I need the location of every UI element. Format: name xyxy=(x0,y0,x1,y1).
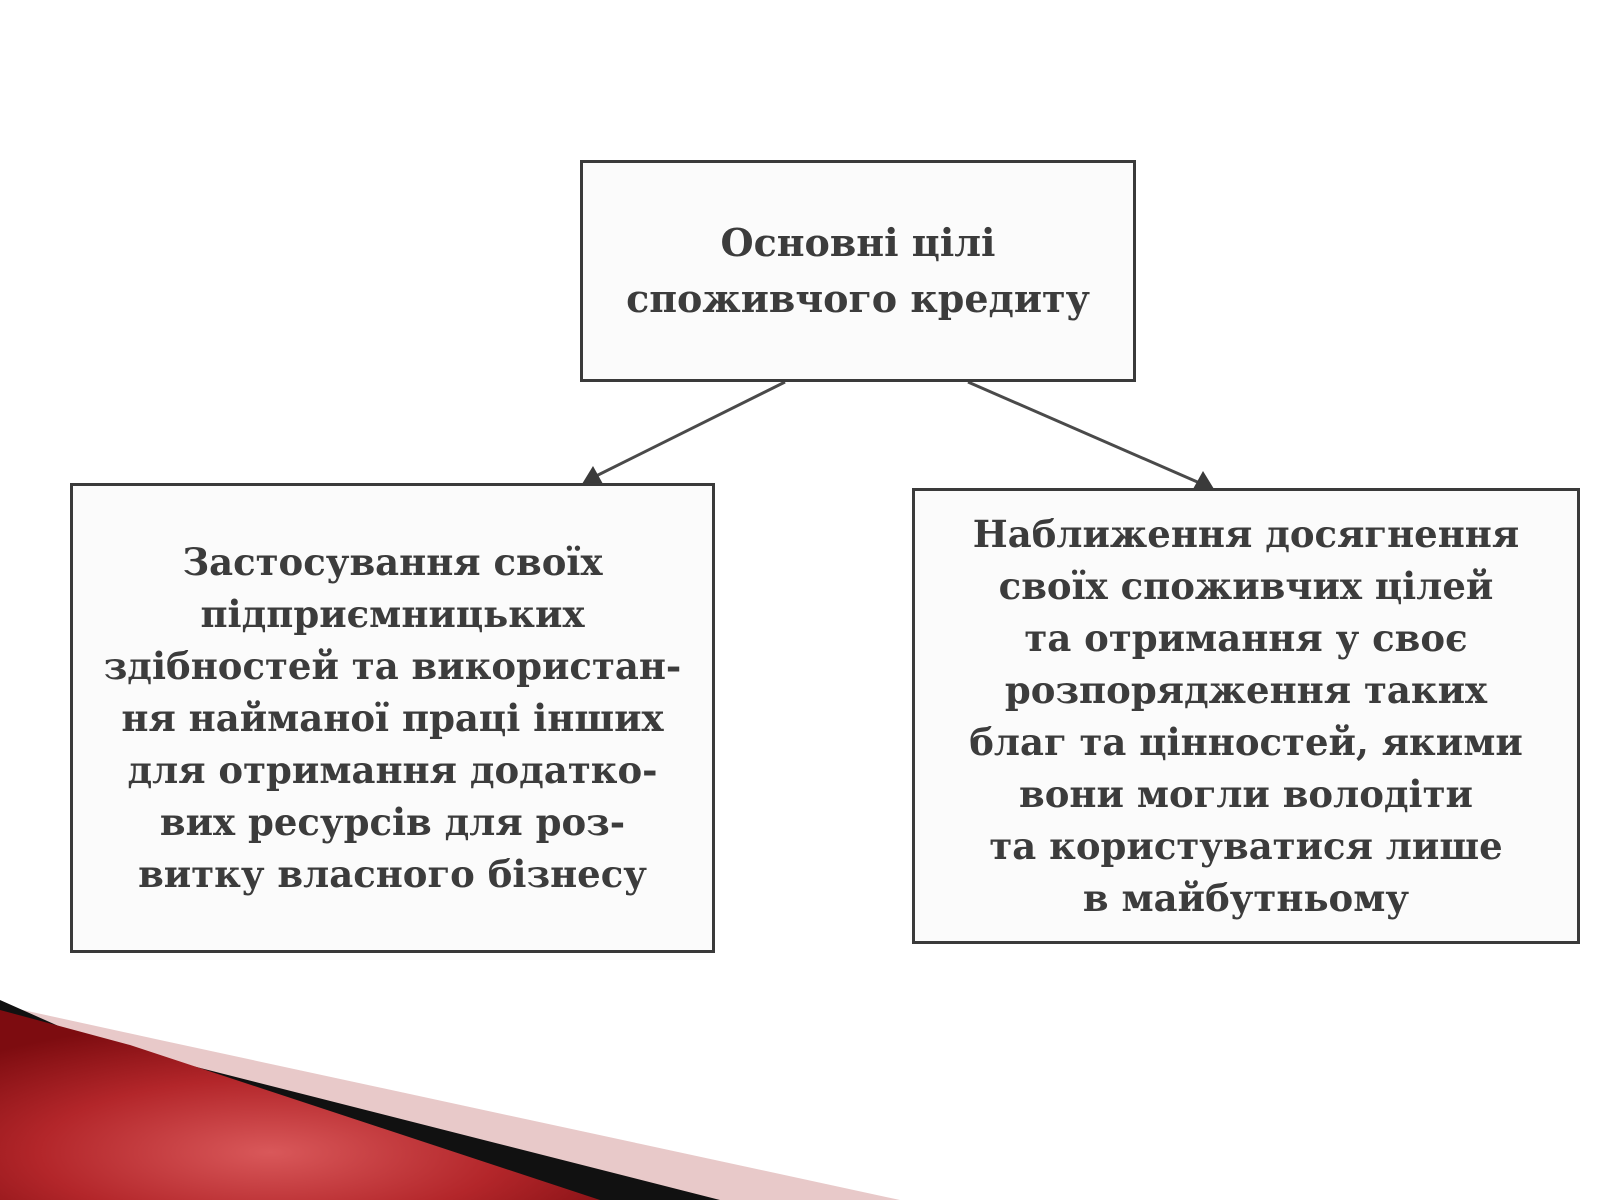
root-goal-text: Основні цілі споживчого кредиту xyxy=(626,220,1090,321)
decor-pink-band xyxy=(0,1005,900,1200)
root-goal-box xyxy=(580,160,1136,382)
connector-line-left xyxy=(588,382,785,480)
goal-box-business xyxy=(70,483,715,953)
decor-black-band xyxy=(0,1000,720,1200)
goal-text-consumer: Наближення досягнення своїх споживчих цілей та отримання у своє розпорядження таких благ та цінностей, якими вони могли володіти та користуватися лише в майбутньому xyxy=(969,512,1523,920)
connector-line-right xyxy=(968,382,1202,484)
goal-box-consumer xyxy=(912,488,1580,944)
goal-text-business: Застосування своїх підприємницьких здібностей та використан- ня найманої праці інших для отримання додатко- вих ресурсів для роз- витку власного бізнесу xyxy=(103,540,682,896)
arrowhead-left-icon xyxy=(582,466,603,484)
decor-red-band xyxy=(0,1010,600,1200)
arrowhead-right-icon xyxy=(1193,471,1214,489)
